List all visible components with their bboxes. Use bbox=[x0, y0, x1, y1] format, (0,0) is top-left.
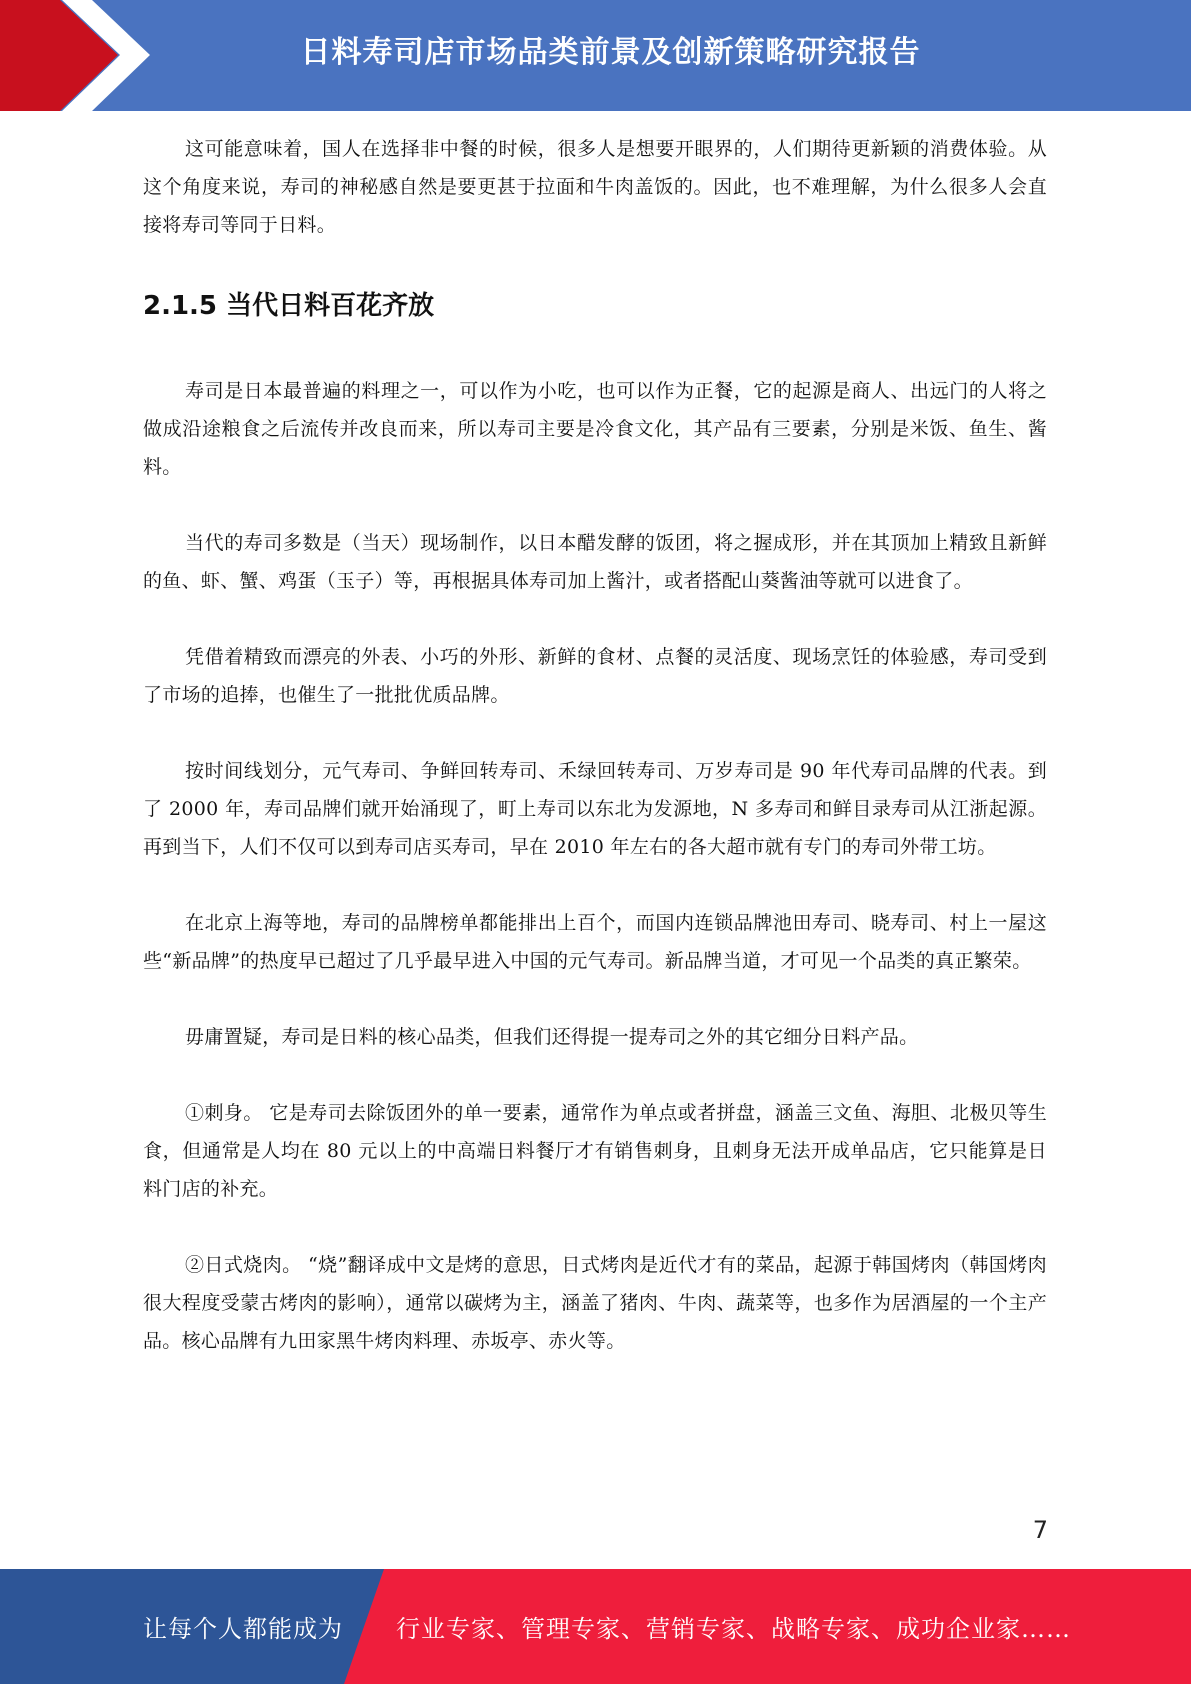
paragraph: 在北京上海等地，寿司的品牌榜单都能排出上百个，而国内连锁品牌池田寿司、晓寿司、村上一屋这些“新品牌”的热度早已超过了几乎最早进入中国的元气寿司。新品牌当道，才可见一个品类的真正繁荣。 bbox=[143, 912, 1047, 972]
page-footer bbox=[0, 1569, 1191, 1684]
footer-slogan-right: 行业专家、管理专家、营销专家、战略专家、成功企业家…… bbox=[396, 1615, 1071, 1643]
paragraph: 当代的寿司多数是（当天）现场制作，以日本醋发酵的饭团，将之握成形，并在其顶加上精致且新鲜的鱼、虾、蟹、鸡蛋（玉子）等，再根据具体寿司加上酱汁，或者搭配山葵酱油等就可以进食了。 bbox=[143, 532, 1047, 592]
page-number: 7 bbox=[1032, 1516, 1048, 1544]
paragraph: 寿司是日本最普遍的料理之一，可以作为小吃，也可以作为正餐，它的起源是商人、出远门的人将之做成沿途粮食之后流传并改良而来，所以寿司主要是冷食文化，其产品有三要素，分别是米饭、鱼生、酱料。 bbox=[143, 380, 1047, 478]
page-header bbox=[0, 0, 1191, 111]
paragraph: 按时间线划分，元气寿司、争鲜回转寿司、禾绿回转寿司、万岁寿司是 90 年代寿司品牌的代表。到了 2000 年，寿司品牌们就开始涌现了，町上寿司以东北为发源地，N 多寿司和鲜目录寿司从江浙起源。再到当下，人们不仅可以到寿司店买寿司，早在 2010 年左右的各大超市就有专门的寿司外带工坊。 bbox=[143, 760, 1047, 858]
paragraph: 这可能意味着，国人在选择非中餐的时候，很多人是想要开眼界的，人们期待更新颖的消费体验。从这个角度来说，寿司的神秘感自然是要更甚于拉面和牛肉盖饭的。因此，也不难理解，为什么很多人会直接将寿司等同于日料。 bbox=[143, 138, 1047, 236]
document-body bbox=[143, 130, 1047, 1360]
footer-slogan-left: 让每个人都能成为 bbox=[143, 1615, 343, 1643]
paragraph: 毋庸置疑，寿司是日料的核心品类，但我们还得提一提寿司之外的其它细分日料产品。 bbox=[185, 1026, 919, 1048]
paragraph: 凭借着精致而漂亮的外表、小巧的外形、新鲜的食材、点餐的灵活度、现场烹饪的体验感，寿司受到了市场的追捧，也催生了一批批优质品牌。 bbox=[143, 646, 1047, 706]
paragraph: ①刺身。 它是寿司去除饭团外的单一要素，通常作为单点或者拼盘，涵盖三文鱼、海胆、北极贝等生食，但通常是人均在 80 元以上的中高端日料餐厅才有销售刺身，且刺身无法开成单品店，它只能算是日料门店的补充。 bbox=[143, 1102, 1047, 1200]
paragraph: ②日式烧肉。 “烧”翻译成中文是烤的意思，日式烤肉是近代才有的菜品，起源于韩国烤肉（韩国烤肉很大程度受蒙古烤肉的影响），通常以碳烤为主，涵盖了猪肉、牛肉、蔬菜等，也多作为居酒屋的一个主产品。核心品牌有九田家黑牛烤肉料理、赤坂亭、赤火等。 bbox=[143, 1254, 1047, 1352]
section-heading: 2.1.5 当代日料百花齐放 bbox=[143, 291, 435, 321]
report-title: 日料寿司店市场品类前景及创新策略研究报告 bbox=[300, 35, 921, 70]
